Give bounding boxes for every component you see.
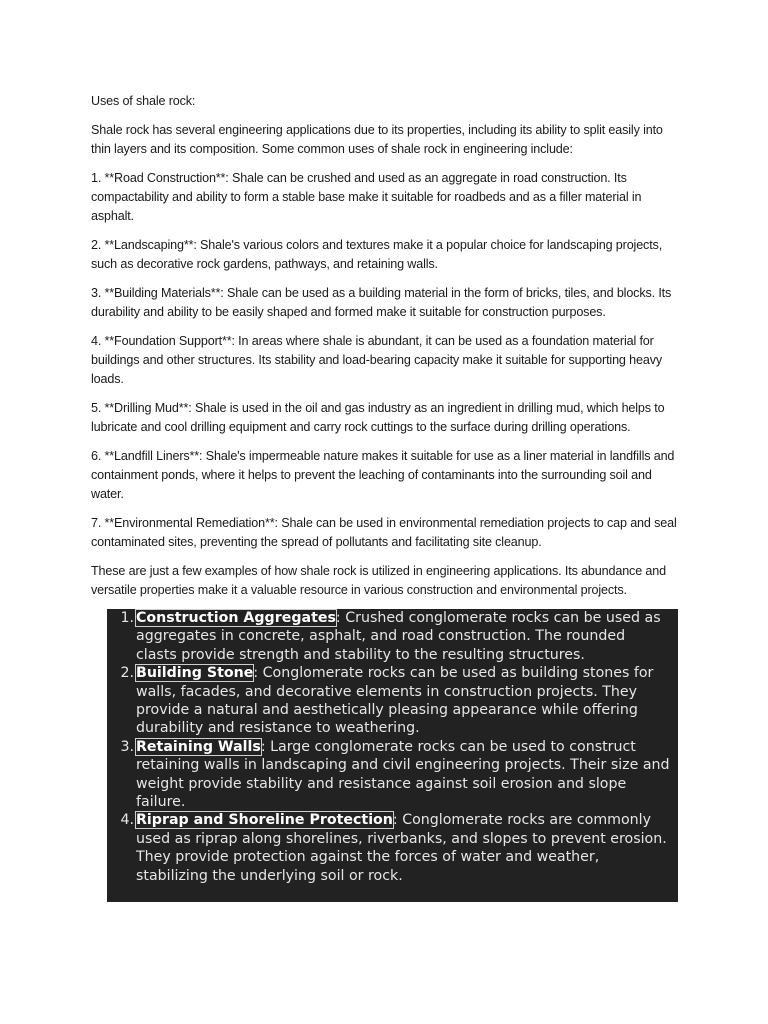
list-item-term: Building Stone: [136, 665, 254, 682]
list-item-number: 1.: [120, 610, 134, 626]
conglomerate-uses-list: [107, 609, 670, 885]
list-item-text: : Crushed conglomerate rocks can be used as aggregates in concrete, asphalt, and road construction. The rounded clasts provide strength and stability to the resulting structures.: [136, 610, 661, 663]
use-item-landscaping: 2. **Landscaping**: Shale's various colors and textures make it a popular choice for landscaping projects, such as decorative rock gardens, pathways, and retaining walls.: [91, 238, 663, 271]
list-item-text: : Large conglomerate rocks can be used to construct retaining walls in landscaping and civil engineering projects. Their size and weight provide stability and resistance against soil erosion and slope failure.: [136, 738, 670, 811]
list-item: [107, 664, 670, 738]
document-body: [91, 92, 683, 610]
intro-paragraph: Shale rock has several engineering applications due to its properties, including its ability to split easily into thin layers and its composition. Some common uses of shale rock in engineering include:: [91, 123, 663, 156]
list-item: [107, 738, 670, 812]
list-item-term: Construction Aggregates: [136, 610, 336, 626]
closing-paragraph: These are just a few examples of how shale rock is utilized in engineering applications. Its abundance and versatile properties make it a valuable resource in various construction and environmental projects.: [91, 564, 666, 597]
list-item-number: 3.: [120, 738, 134, 755]
use-item-building-materials: 3. **Building Materials**: Shale can be used as a building material in the form of bricks, tiles, and blocks. Its durability and ability to be easily shaped and formed make it suitable for construction purposes.: [91, 286, 672, 319]
use-item-environmental-remediation: 7. **Environmental Remediation**: Shale can be used in environmental remediation projects to cap and seal contaminated sites, preventing the spread of pollutants and facilitating site cleanup.: [91, 516, 677, 549]
list-item-term: Retaining Walls: [136, 738, 261, 755]
list-item: [107, 609, 670, 664]
list-item-number: 4.: [120, 812, 134, 829]
list-item-term: Riprap and Shoreline Protection: [136, 812, 393, 829]
use-item-foundation-support: 4. **Foundation Support**: In areas where shale is abundant, it can be used as a foundation material for buildings and other structures. Its stability and load-bearing capacity make it suitable for supporting heavy loads.: [91, 334, 662, 386]
use-item-road-construction: 1. **Road Construction**: Shale can be crushed and used as an aggregate in road construction. Its compactability and ability to form a stable base make it suitable for roadbeds and as a filler material in asphalt.: [91, 171, 642, 223]
use-item-drilling-mud: 5. **Drilling Mud**: Shale is used in the oil and gas industry as an ingredient in drilling mud, which helps to lubricate and cool drilling equipment and carry rock cuttings to the surface during drilling operations.: [91, 401, 665, 434]
conglomerate-uses-block: [107, 609, 678, 902]
document-heading: Uses of shale rock:: [91, 94, 196, 108]
list-item-text: : Conglomerate rocks are commonly used as riprap along shorelines, riverbanks, and slopes to prevent erosion. They provide protection against the forces of water and weather, stabilizing the underlying soil or rock.: [136, 812, 667, 884]
list-item: [107, 811, 670, 885]
use-item-landfill-liners: 6. **Landfill Liners**: Shale's impermeable nature makes it suitable for use as a liner material in landfills and containment ponds, where it helps to prevent the leaching of contaminants into the surrounding soil and water.: [91, 449, 675, 501]
list-item-number: 2.: [120, 665, 134, 682]
list-item-text: : Conglomerate rocks can be used as building stones for walls, facades, and decorative elements in construction projects. They provide a natural and aesthetically pleasing appearance while offering durability and resistance to weathering.: [136, 665, 654, 737]
